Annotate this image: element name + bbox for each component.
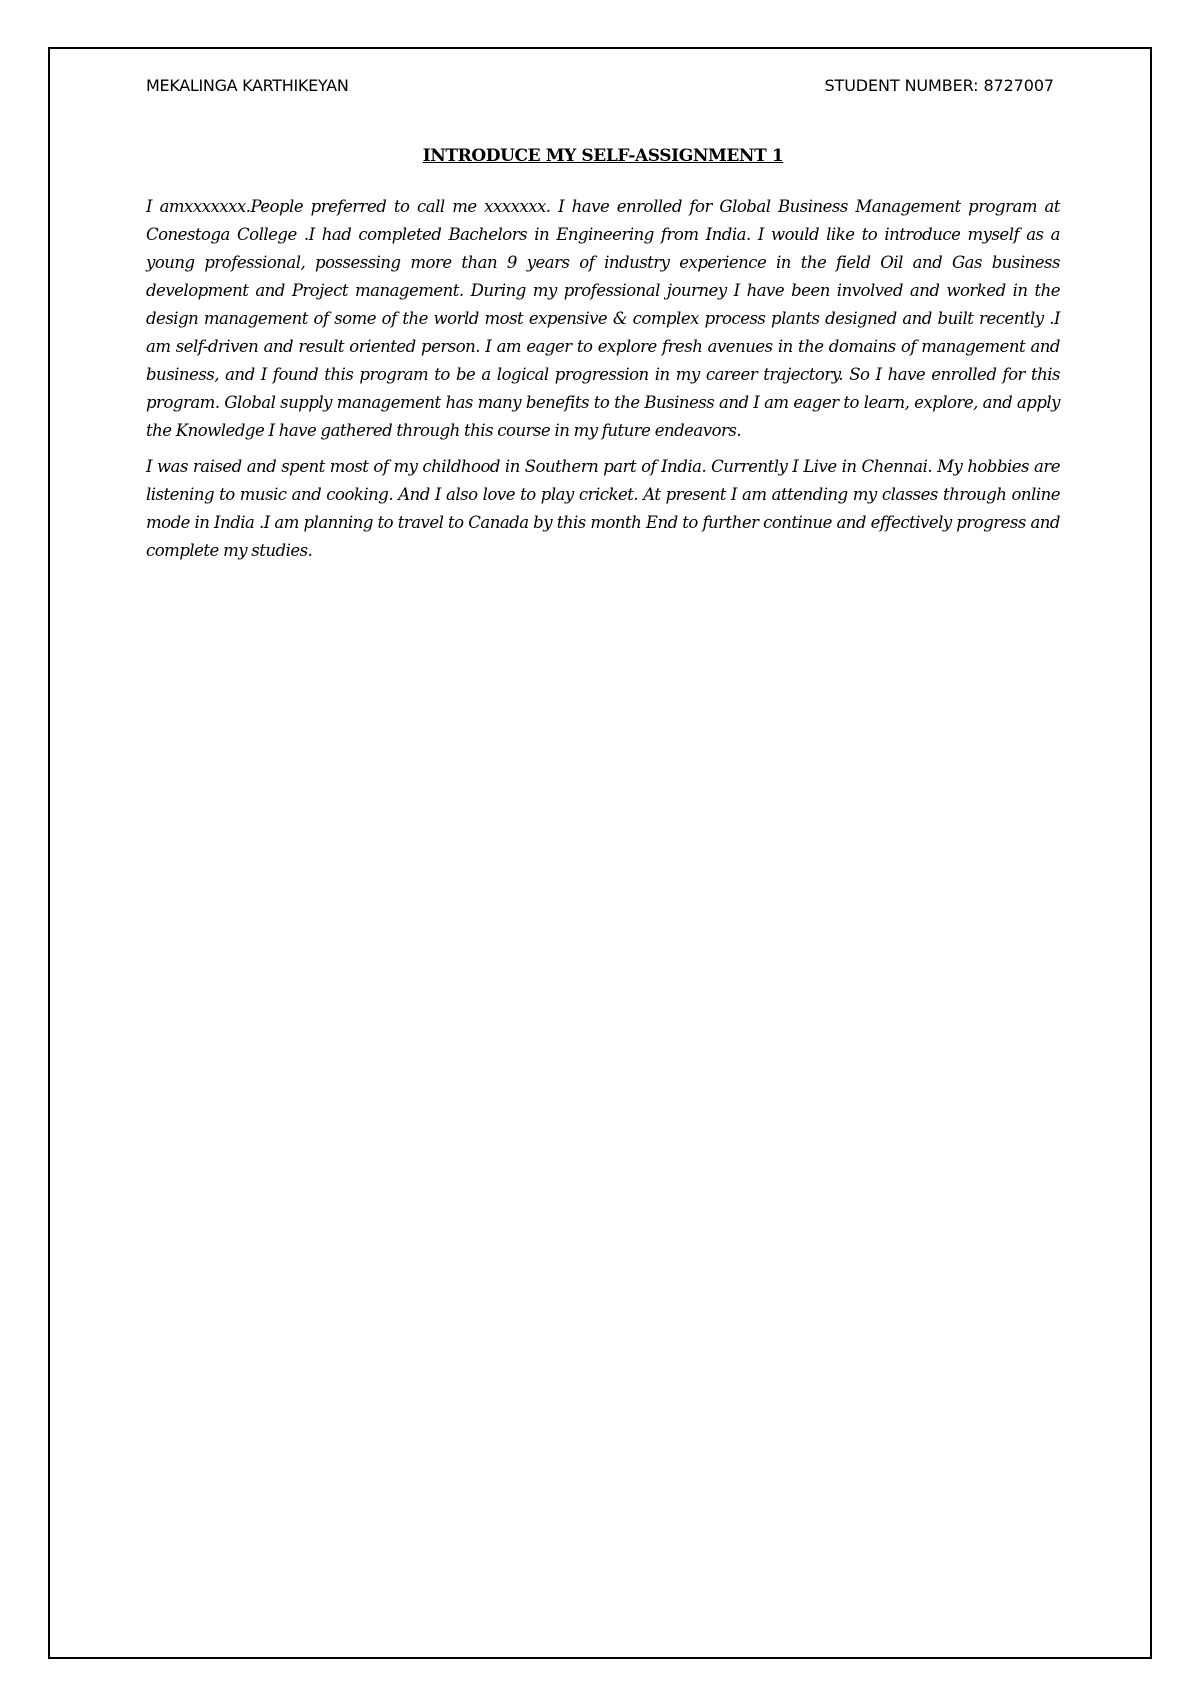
student-number: STUDENT NUMBER: 8727007 [824,76,1054,95]
paragraph-background: I was raised and spent most of my childhood in Southern part of India. Currently I Live in Chennai. My hobbies are listening to music and cooking. And I also love to play cricket. At present I am attending my classes through online mode in India .I am planning to travel to Canada by this month End to further continue and effectively progress and complete my studies. [146,457,1060,560]
author-name: MEKALINGA KARTHIKEYAN [146,76,349,95]
document-title: INTRODUCE MY SELF-ASSIGNMENT 1 [422,146,784,166]
document-body [146,193,1060,573]
paragraph-introduction: I amxxxxxxx.People preferred to call me xxxxxxx. I have enrolled for Global Business Management program at Conestoga College .I had completed Bachelors in Engineering from India. I would like to introduce myself as a young professional, possessing more than 9 years of industry experience in the field Oil and Gas business development and Project management. During my professional journey I have been involved and worked in the design management of some of the world most expensive & complex process plants designed and built recently .I am self-driven and result oriented person. I am eager to explore fresh avenues in the domains of management and business, and I found this program to be a logical progression in my career trajectory. So I have enrolled for this program. Global supply management has many benefits to the Business and I am eager to learn, explore, and apply the Knowledge I have gathered through this course in my future endeavors. [146,197,1060,440]
